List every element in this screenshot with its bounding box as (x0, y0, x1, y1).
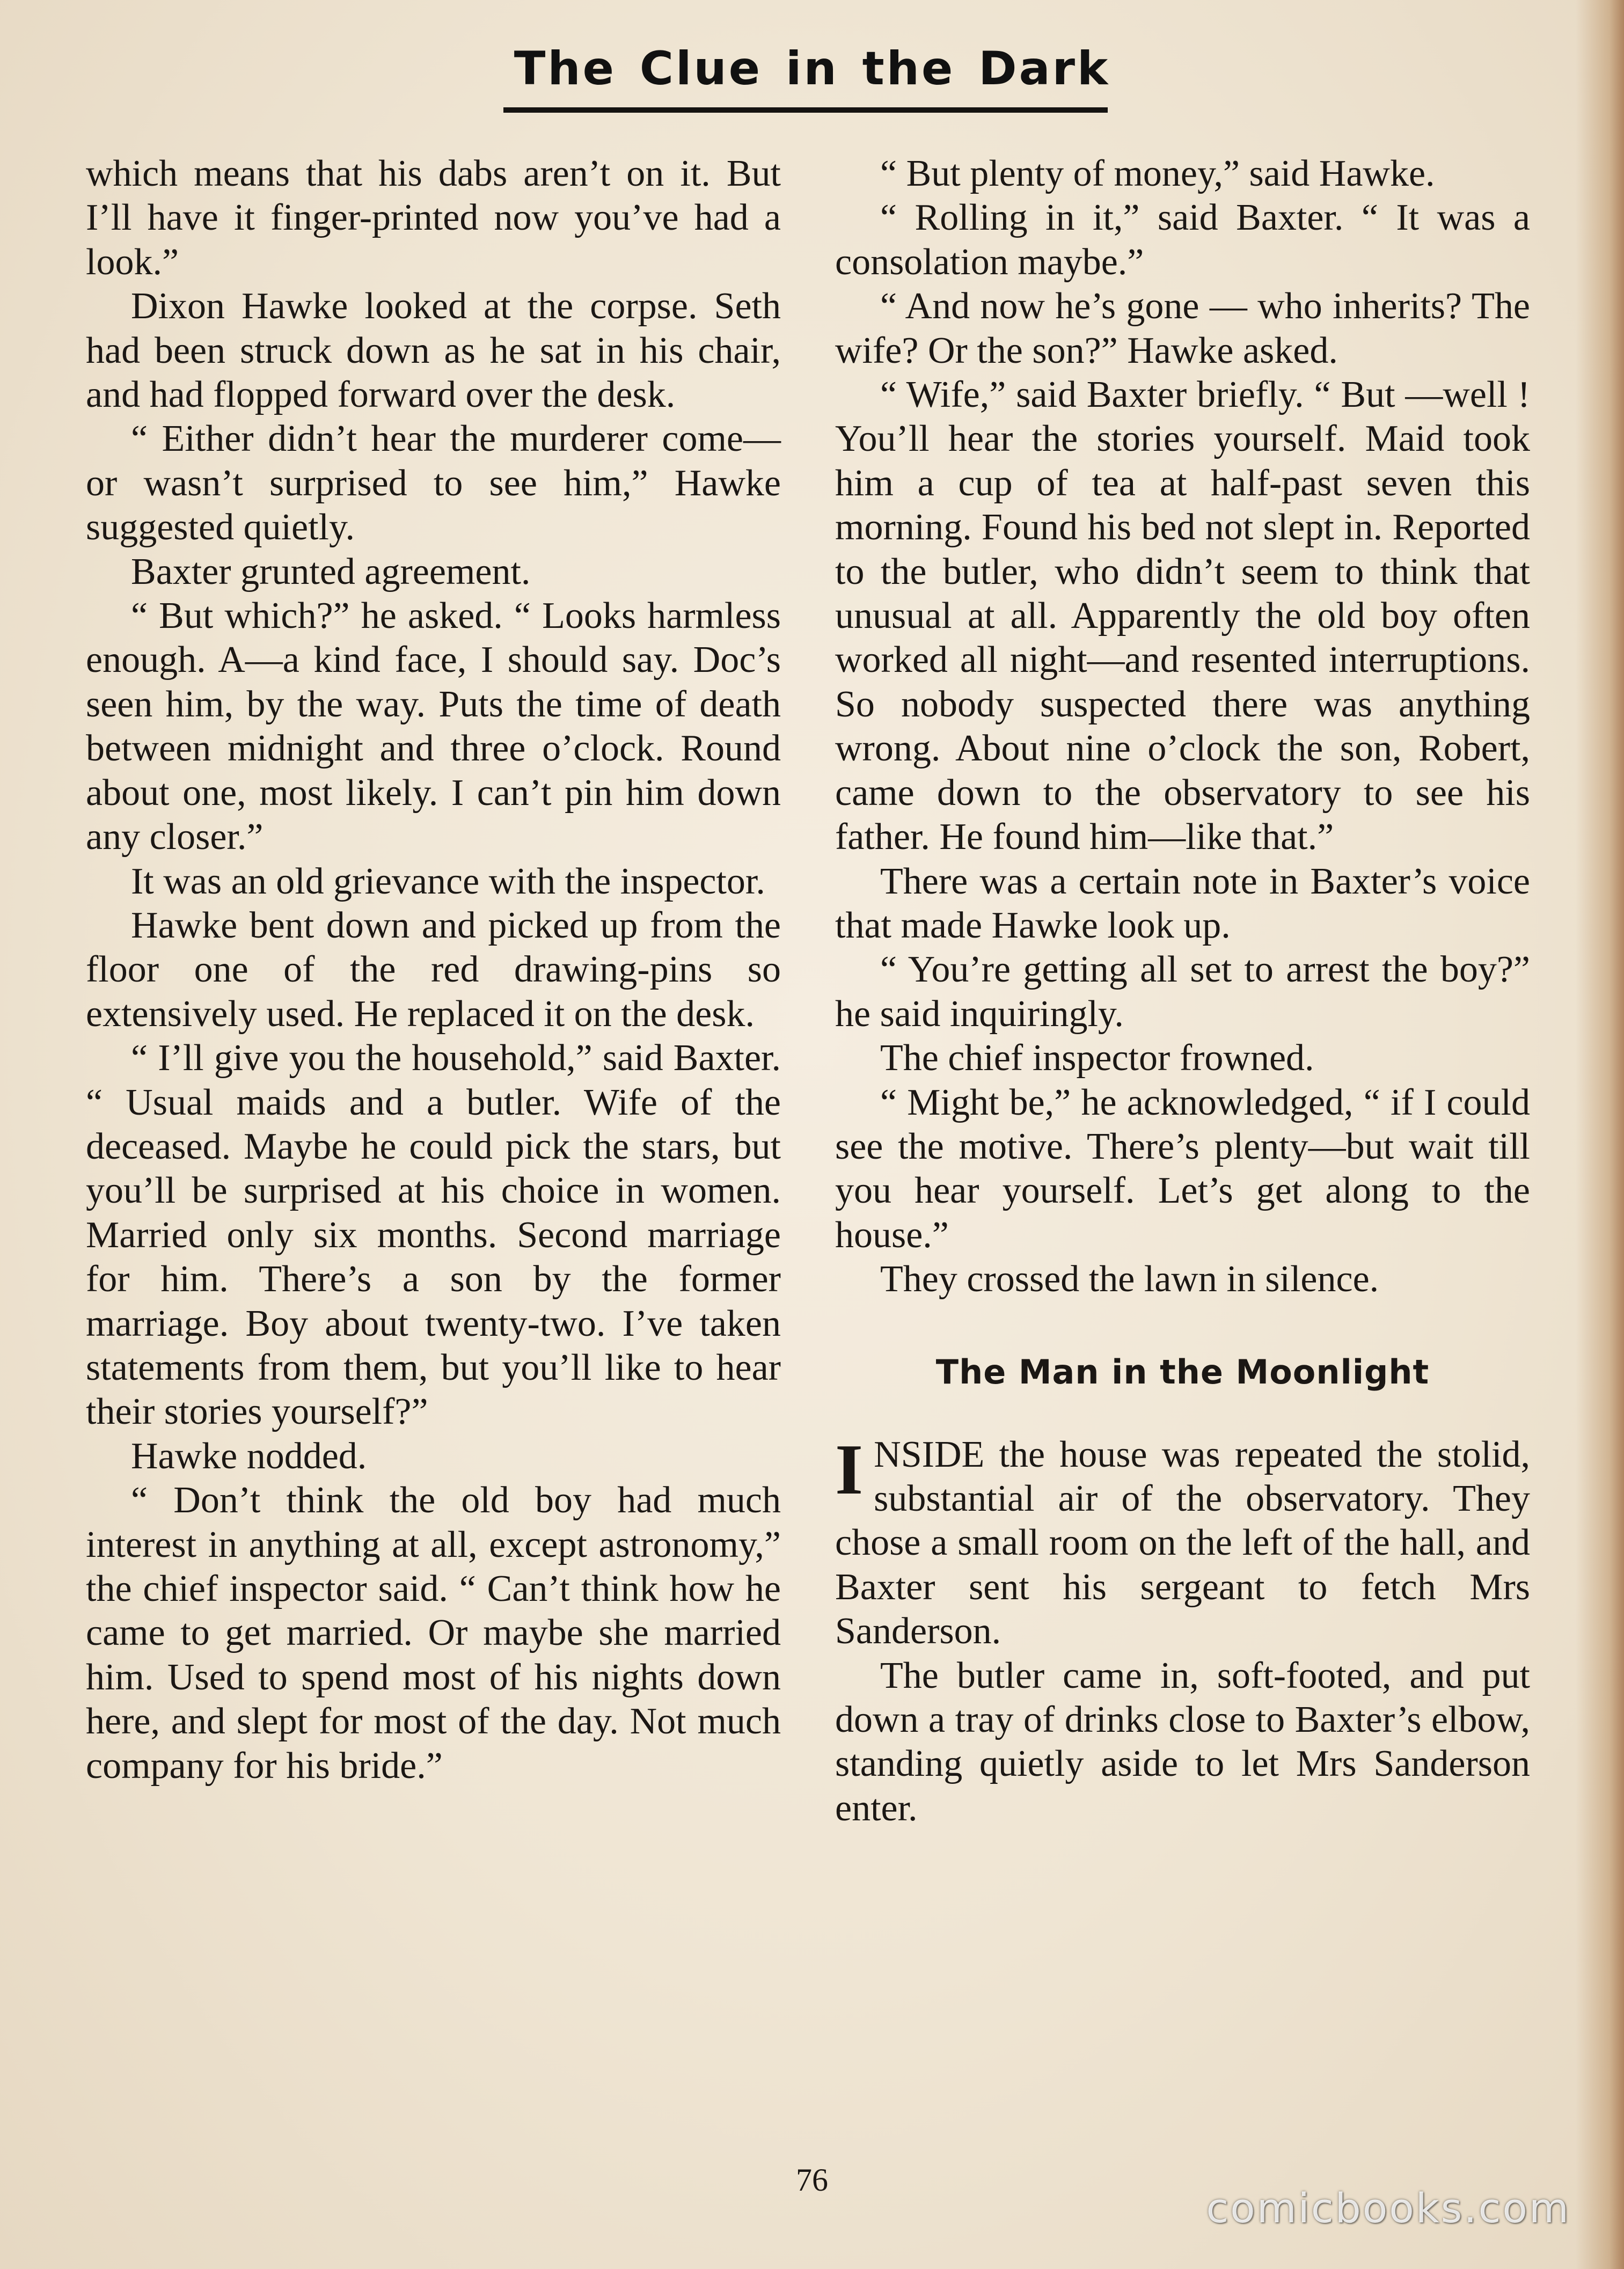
paragraph: Hawke bent down and picked up from the floor one of the red drawing-pins so extensively used. He replaced it on the desk. (86, 904, 781, 1035)
paragraph: “ Either didn’t hear the murderer come—or wasn’t surprised to see him,” Hawke suggested quietly. (86, 418, 781, 548)
paragraph: Baxter grunted agreement. (131, 551, 531, 592)
page-number: 76 (796, 2162, 828, 2198)
paragraph: “ But plenty of money,” said Hawke. (880, 153, 1435, 194)
page-title: The Clue in the Dark (514, 42, 1110, 96)
paragraph: “ And now he’s gone — who inherits? The wife? Or the son?” Hawke asked. (835, 286, 1530, 371)
paragraph: “ Wife,” said Baxter briefly. “ But —well ! You’ll hear the stories yourself. Maid took him a cup of tea at half-past seven this morning. Found his bed not slept in. Reported to the butler, who didn’t seem to think that unusual at all. Apparently the old boy often worked all night—and resented interruptions. So nobody suspected there was anything wrong. About nine o’clock the son, Robert, came down to the observatory to see his father. He found him—like that.” (835, 374, 1530, 858)
section-heading: The Man in the Moonlight (935, 1352, 1430, 1392)
paragraph: Hawke nodded. (131, 1435, 367, 1477)
paragraph: Dixon Hawke looked at the corpse. Seth had been struck down as he sat in his chair, and had flopped forward over the desk. (86, 286, 781, 416)
paragraph: The butler came in, soft-footed, and put down a tray of drinks close to Baxter’s elbow, standing quietly aside to let Mrs Sanderson enter. (835, 1655, 1530, 1829)
section-first-paragraph (835, 1429, 1530, 1654)
paragraph: The chief inspector frowned. (880, 1037, 1314, 1079)
paragraph: “ I’ll give you the household,” said Baxter. “ Usual maids and a butler. Wife of the deceased. Maybe he could pick the stars, but you’ll be surprised at his choice in women. Married only six months. Second marriage for him. There’s a son by the former marriage. Boy about twenty-two. I’ve taken statements from them, but you’ll like to hear their stories yourself?” (86, 1037, 781, 1433)
paragraph: It was an old grievance with the inspector. (131, 860, 765, 902)
right-column (835, 152, 1530, 1831)
paragraph: “ But which?” he asked. “ Looks harmless enough. A—a kind face, I should say. Doc’s seen him, by the way. Puts the time of death between midnight and three o’clock. Round about one, most likely. I can’t pin him down any closer.” (86, 595, 781, 858)
left-column (86, 152, 781, 1788)
paragraph: “ Might be,” he acknowledged, “ if I could see the motive. There’s plenty—but wait till you hear yourself. Let’s get along to the house.” (835, 1081, 1530, 1256)
paragraph: “ Rolling in it,” said Baxter. “ It was a consolation maybe.” (835, 197, 1530, 283)
paragraph-text: NSIDE the house was repeated the stolid, substantial air of the observatory. They chose a small room on the left of the hall, and Baxter sent his sergeant to fetch Mrs Sanderson. (835, 1433, 1530, 1652)
drop-cap: I (835, 1429, 864, 1509)
site-watermark: comicbooks.com (1206, 2184, 1570, 2232)
paragraph: They crossed the lawn in silence. (880, 1258, 1379, 1300)
paragraph: “ You’re getting all set to arrest the boy?” he said inquiringly. (835, 949, 1530, 1035)
paragraph: There was a certain note in Baxter’s voice that made Hawke look up. (835, 860, 1530, 946)
title-underline (503, 107, 1108, 113)
paragraph: which means that his dabs aren’t on it. But I’ll have it finger-printed now you’ve had a look.” (86, 153, 781, 283)
page-edge-shadow (1576, 0, 1624, 2269)
paragraph: “ Don’t think the old boy had much interest in anything at all, except astronomy,” the chief inspector said. “ Can’t think how he came to get married. Or maybe she married him. Used to spend most of his nights down here, and slept for most of the day. Not much company for his bride.” (86, 1480, 781, 1787)
